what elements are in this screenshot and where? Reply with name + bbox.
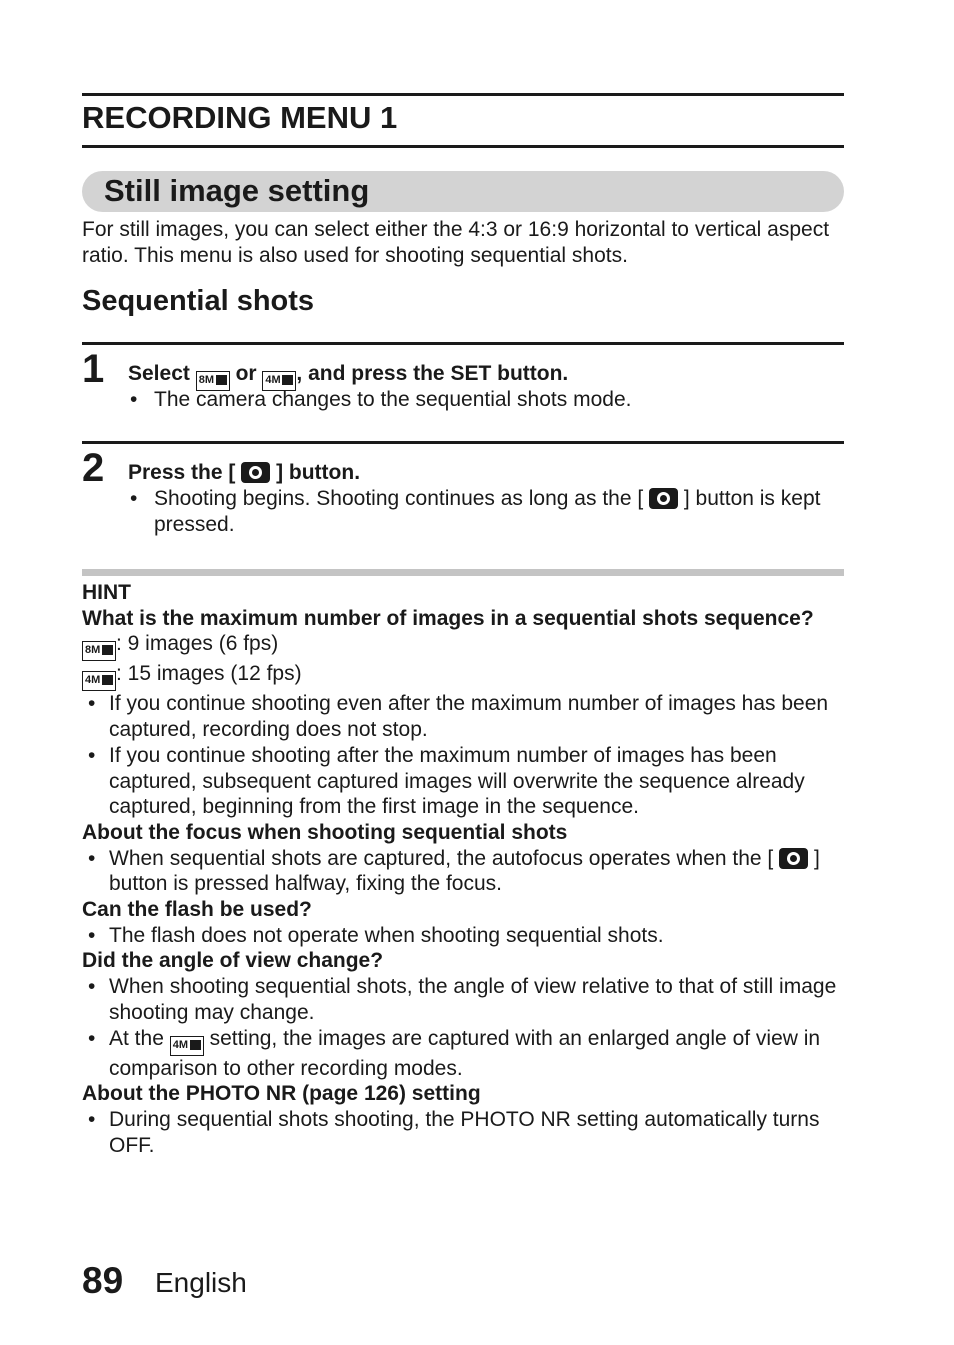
step-2-number: 2 [82, 446, 105, 490]
bullet-icon: • [88, 1107, 96, 1131]
list-item: • If you continue shooting even after the maximum number of images has been captured, recording does not stop. [88, 692, 829, 742]
hint-divider [82, 569, 844, 576]
bullet-icon: • [130, 388, 138, 411]
step-1-number: 1 [82, 347, 105, 391]
list-item: • The flash does not operate when shooting sequential shots. [88, 923, 664, 947]
list-item: • At the 4M setting, the images are captured with an enlarged angle of view in comparison to other recording modes. [88, 1026, 821, 1080]
hint-question-max-images: What is the maximum number of images in a sequential shots sequence? [82, 606, 814, 630]
step-2-title [128, 460, 360, 486]
step-2-rule [82, 441, 844, 444]
hint-question-angle: Did the angle of view change? [82, 949, 384, 973]
bullet-icon: • [88, 923, 96, 947]
list-item: • When sequential shots are captured, the autofocus operates when the [ ] button is pressed halfway, fixing the focus. [88, 846, 820, 896]
chapter-title: RECORDING MENU 1 [82, 100, 398, 135]
sequential-4m-icon: 4M [170, 1036, 204, 1056]
sequential-8m-icon: 8M [82, 641, 116, 661]
step-2-title-a: Press the [ [128, 461, 236, 484]
bullet-icon: • [88, 692, 96, 716]
hint-max-4m: 4M : 15 images (12 fps) [82, 661, 844, 691]
chapter-top-rule [82, 93, 844, 96]
bullet-icon: • [88, 975, 96, 999]
step-1-rule [82, 342, 844, 345]
bullet-icon: • [88, 743, 96, 767]
hint-question-flash: Can the flash be used? [82, 898, 312, 922]
sequential-4m-icon: 4M [262, 371, 296, 391]
step-1-note [130, 387, 842, 413]
sequential-8m-icon: 8M [196, 371, 230, 391]
hint-label: HINT [82, 581, 131, 604]
page-number: 89 [82, 1260, 124, 1301]
step-2-note-text: Shooting begins. Shooting continues as long as the [ ] button is kept pressed. [154, 487, 821, 536]
bullet-icon: • [130, 487, 138, 510]
list-item: • During sequential shots shooting, the PHOTO NR setting automatically turns OFF. [88, 1107, 820, 1157]
bullet-icon: • [88, 1026, 96, 1050]
list-item: • If you continue shooting after the maximum number of images has been captured, subsequent captured images will overwrite the sequence already captured, beginning from the first image in the sequence. [88, 743, 805, 819]
section-title: Still image setting [104, 173, 370, 208]
step-2-title-b: ] button. [276, 461, 361, 484]
hint-box [82, 580, 844, 1158]
list-item: • When shooting sequential shots, the angle of view relative to that of still image shooting may change. [88, 975, 837, 1024]
step-1-title-select: Select [128, 362, 190, 385]
sequential-4m-icon: 4M [82, 671, 116, 691]
hint-question-photo-nr: About the PHOTO NR (page 126) setting [82, 1082, 481, 1106]
step-1-title-rest: , and press the SET button. [296, 362, 569, 385]
bullet-icon: • [88, 846, 96, 870]
step-2-note [130, 486, 842, 538]
camera-shutter-icon [241, 462, 270, 483]
language-label: English [155, 1267, 247, 1298]
subsection-title: Sequential shots [82, 285, 315, 317]
hint-max-8m: 8M : 9 images (6 fps) [82, 631, 844, 661]
step-1-title-or: or [235, 362, 257, 385]
section-intro: For still images, you can select either the 4:3 or 16:9 horizontal to vertical aspect ratio. This menu is also used for shooting sequential shots. [82, 218, 830, 267]
camera-shutter-icon [779, 848, 808, 869]
chapter-bottom-rule [82, 145, 844, 148]
hint-question-focus: About the focus when shooting sequential shots [82, 820, 568, 844]
camera-shutter-icon [649, 488, 678, 509]
step-1-note-text: The camera changes to the sequential shots mode. [154, 388, 632, 411]
